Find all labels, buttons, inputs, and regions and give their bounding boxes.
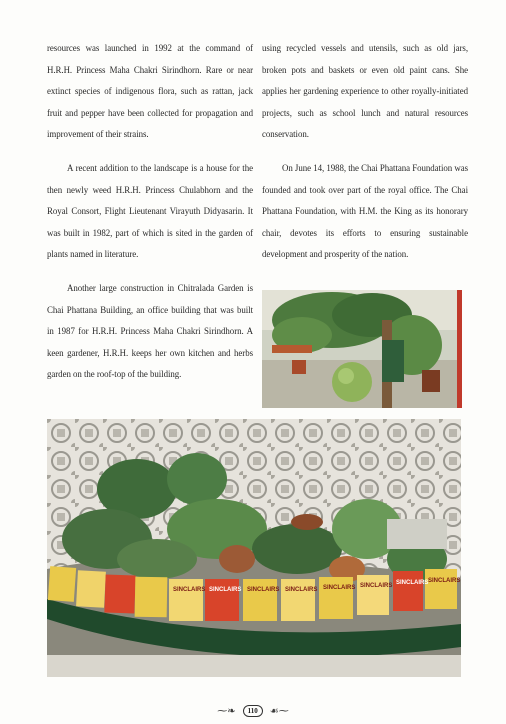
footer-ornament-left: ⁓❧ bbox=[217, 705, 236, 717]
kitchen-garden-cans-photo bbox=[47, 419, 461, 677]
can-label: SINCLAIRS bbox=[396, 580, 429, 586]
rooftop-garden-photo bbox=[262, 290, 462, 408]
left-text-column bbox=[47, 38, 253, 398]
footer-ornament-right: ☙⁓ bbox=[269, 705, 289, 717]
can-label: SINCLAIRS bbox=[323, 585, 356, 591]
can-label: SINCLAIRS bbox=[209, 587, 242, 593]
paragraph: A recent addition to the landscape is a house for the then newly weed H.R.H. Princess Chulabhorn and the Royal Consort, Flight Lieutenant Virayuth Didyasarin. It was built in 1982, part of which is sited in the garden of plants named in literature. bbox=[47, 162, 253, 260]
can-label: SINCLAIRS bbox=[285, 587, 318, 593]
paragraph: using recycled vessels and utensils, such as old jars, broken pots and baskets or even old paint cans. She applies her gardening experience to other royally-initiated projects, such as school lunch and natural resources conservation. bbox=[262, 43, 468, 140]
paragraph: Another large construction in Chitralada Garden is Chai Phattana Building, an office building that was built in 1987 for H.R.H. Princess Maha Chakri Sirindhorn. A keen gardener, H.R.H. keeps her own kitchen and herbs garden on the roof-top of the building. bbox=[47, 282, 253, 380]
can-label: SINCLAIRS bbox=[360, 583, 393, 589]
paragraph: On June 14, 1988, the Chai Phattana Foundation was founded and took over part of the royal office. The Chai Phattana Foundation, with H.M. the King as its honorary chair, devotes its efforts to ensuring sustainable development and prosperity of the nation. bbox=[262, 162, 468, 260]
page-number: 110 bbox=[243, 705, 263, 717]
paragraph: resources was launched in 1992 at the command of H.R.H. Princess Maha Chakri Sirindhorn. Rare or near extinct species of indigenous flora, such as rattan, jack fruit and pepper have been collected for propagation and improvement of their strains. bbox=[47, 43, 253, 140]
can-label: SINCLAIRS bbox=[173, 587, 206, 593]
can-label: SINCLAIRS bbox=[428, 578, 461, 584]
rooftop-garden-illustration bbox=[262, 290, 462, 408]
right-text-column bbox=[262, 38, 468, 278]
kitchen-garden-illustration bbox=[47, 419, 461, 677]
page-footer bbox=[0, 702, 506, 720]
can-label: SINCLAIRS bbox=[247, 587, 280, 593]
